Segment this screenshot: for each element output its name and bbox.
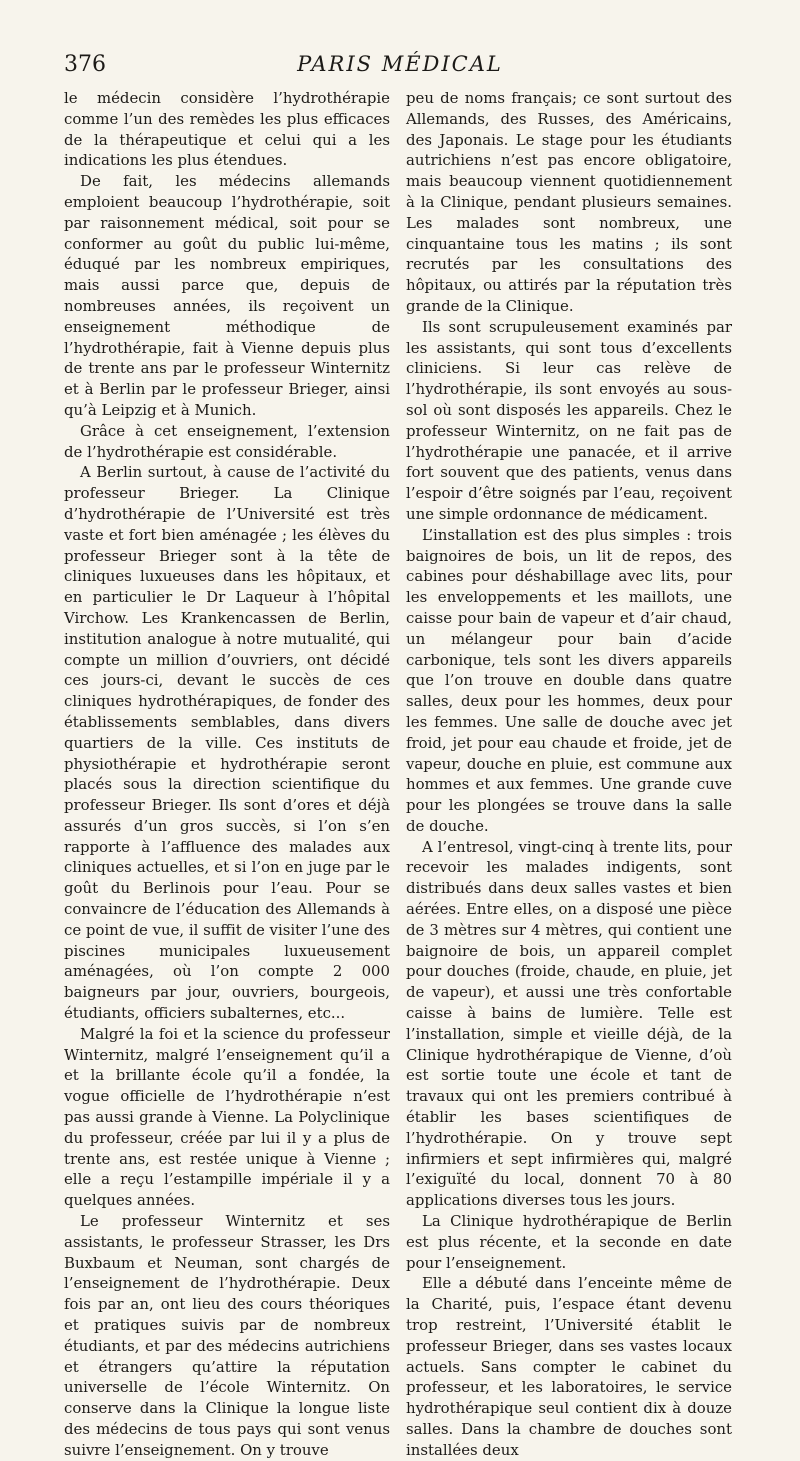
paragraph: A Berlin surtout, à cause de l’activité du professeur Brieger. La Clinique d’hydrothérapie de l’Université est très vaste et fort bien aménagée ; les élèves du professeur Brieger sont à la tête de cliniques luxueuses dans les hôpitaux, et en particulier le Dr Laqueur à l’hôpital Virchow. Les Krankencassen de Berlin, institution analogue à notre mutualité, qui compte un million d’ouvriers, ont décidé ces jours-ci, devant le succès de ces cliniques hydrothérapiques, de fonder des établissements semblables, dans divers quartiers de la ville. Ces instituts de physiothérapie et hydrothérapie seront placés sous la direction scientifique du professeur Brieger. Ils sont d’ores et déjà assurés d’un gros succès, si l’on s’en rapporte à l’affluence des malades aux cliniques actuelles, et si l’on en juge par le goût du Berlinois pour l’eau. Pour se convaincre de l’éducation des Allemands à ce point de vue, il suffit de visiter l’une des piscines municipales luxueusement aménagées, où l’on compte 2 000 baigneurs par jour, ouvriers, bourgeois, étudiants, officiers subalternes, etc... [64, 463, 390, 1023]
page-number: 376 [64, 52, 106, 77]
paragraph: Elle a débuté dans l’enceinte même de la Charité, puis, l’espace étant devenu trop restreint, l’Université établit le professeur Brieger, dans ses vastes locaux actuels. Sans compter le cabinet du professeur, et les laboratoires, le service hydrothérapique seul contient dix à douze salles. Dans la chambre de douches sont installées deux [406, 1274, 732, 1459]
right-column [406, 88, 732, 1461]
paragraph: La Clinique hydrothérapique de Berlin est plus récente, et la seconde en date pour l’enseignement. [406, 1212, 732, 1272]
running-title: PARIS MÉDICAL [297, 52, 503, 76]
left-column [64, 88, 390, 1461]
paragraph: De fait, les médecins allemands emploient beaucoup l’hydrothérapie, soit par raisonnement médical, soit pour se conformer au goût du public lui-même, éduqué par les nombreux empiriques, mais aussi parce que, depuis de nombreuses années, ils reçoivent un enseignement méthodique de l’hydrothérapie, fait à Vienne depuis plus de trente ans par le professeur Winternitz et à Berlin par le professeur Brieger, ainsi qu’à Leipzig et à Munich. [64, 172, 390, 419]
paragraph: le médecin considère l’hydrothérapie comme l’un des remèdes les plus efficaces de la thérapeutique et celui qui a les indications les plus étendues. [64, 89, 390, 170]
paragraph: Malgré la foi et la science du professeur Winternitz, malgré l’enseignement qu’il a et la brillante école qu’il a fondée, la vogue officielle de l’hydrothérapie n’est pas aussi grande à Vienne. La Polyclinique du professeur, créée par lui il y a plus de trente ans, est restée unique à Vienne ; elle a reçu l’estampille impériale il y a quelques années. [64, 1024, 390, 1210]
paragraph: Le professeur Winternitz et ses assistants, le professeur Strasser, les Drs Buxbaum et Neuman, sont chargés de l’enseignement de l’hydrothérapie. Deux fois par an, ont lieu des cours théoriques et pratiques suivis par de nombreux étudiants, et par des médecins autrichiens et étrangers qu’attire la réputation universelle de l’école Winternitz. On conserve dans la Clinique la longue liste des médecins de tous pays qui sont venus suivre l’enseignement. On y trouve [64, 1212, 390, 1459]
paragraph: Grâce à cet enseignement, l’extension de l’hydrothérapie est considérable. [64, 421, 390, 461]
paragraph: peu de noms français; ce sont surtout des Allemands, des Russes, des Américains, des Japonais. Le stage pour les étudiants autrichiens n’est pas encore obligatoire, mais beaucoup viennent quotidiennement à la Clinique, pendant plusieurs semaines. Les malades sont nombreux, une cinquantaine tous les matins ; ils sont recrutés par les consultations des hôpitaux, ou attirés par la réputation très grande de la Clinique. [406, 89, 732, 315]
paragraph: A l’entresol, vingt-cinq à trente lits, pour recevoir les malades indigents, sont distribués dans deux salles vastes et bien aérées. Entre elles, on a disposé une pièce de 3 mètres sur 4 mètres, qui contient une baignoire de bois, un appareil complet pour douches (froide, chaude, en pluie, jet de vapeur), et aussi une très confortable caisse à bains de lumière. Telle est l’installation, simple et vieille déjà, de la Clinique hydrothérapique de Vienne, d’où est sortie toute une école et tant de travaux qui ont les premiers contribué à établir les bases scientifiques de l’hydrothérapie. On y trouve sept infirmiers et sept infirmières qui, malgré l’exiguïté du local, donnent 70 à 80 applications diverses tous les jours. [406, 837, 732, 1210]
paragraph: L’installation est des plus simples : trois baignoires de bois, un lit de repos, des cabines pour déshabillage avec lits, pour les enveloppements et les maillots, une caisse pour bain de vapeur et d’air chaud, un mélangeur pour bain d’acide carbonique, tels sont les divers appareils que l’on trouve en double dans quatre salles, deux pour les hommes, deux pour les femmes. Une salle de douche avec jet froid, jet pour eau chaude et froide, jet de vapeur, douche en pluie, est commune aux hommes et aux femmes. Une grande cuve pour les plongées se trouve dans la salle de douche. [406, 525, 732, 835]
paragraph: Ils sont scrupuleusement examinés par les assistants, qui sont tous d’excellents cliniciens. Si leur cas relève de l’hydrothérapie, ils sont envoyés au sous-sol où sont disposés les appareils. Chez le professeur Winternitz, on ne fait pas de l’hydrothérapie une panacée, et il arrive fort souvent que des patients, venus dans l’espoir d’être soignés par l’eau, reçoivent une simple ordonnance de médicament. [406, 317, 732, 523]
page-header [64, 48, 736, 88]
